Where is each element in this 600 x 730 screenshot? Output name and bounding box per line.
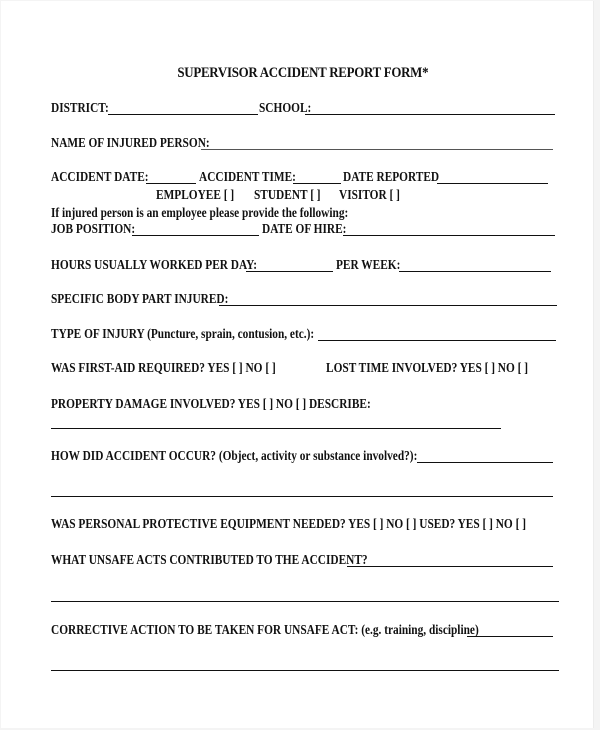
injury-type-label: TYPE OF INJURY (Puncture, sprain, contusion, etc.): <box>51 326 315 341</box>
accident-time-field[interactable] <box>293 183 341 184</box>
unsafe-acts-field[interactable] <box>347 566 553 567</box>
how-occur-row <box>51 448 571 466</box>
job-position-row <box>51 221 571 239</box>
hours-per-day-label: HOURS USUALLY WORKED PER DAY: <box>51 257 258 272</box>
job-position-label: JOB POSITION: <box>51 221 136 236</box>
unsafe-acts-label: WHAT UNSAFE ACTS CONTRIBUTED TO THE ACCIDENT? <box>51 552 368 567</box>
employee-checkbox[interactable]: EMPLOYEE [ ] <box>156 187 235 202</box>
how-occur-field-2[interactable] <box>51 496 553 497</box>
district-school-row <box>51 100 571 118</box>
form-title: SUPERVISOR ACCIDENT REPORT FORM* <box>177 65 429 81</box>
student-checkbox[interactable]: STUDENT [ ] <box>254 187 321 202</box>
how-occur-label: HOW DID ACCIDENT OCCUR? (Object, activity or substance involved?): <box>51 448 418 463</box>
district-field[interactable] <box>108 114 258 115</box>
per-week-label: PER WEEK: <box>336 257 401 272</box>
property-damage-row <box>51 396 571 414</box>
person-type-row <box>51 187 571 205</box>
corrective-action-row <box>51 622 571 640</box>
accident-time-label: ACCIDENT TIME: <box>199 169 296 184</box>
visitor-checkbox[interactable]: VISITOR [ ] <box>339 187 400 202</box>
district-label: DISTRICT: <box>51 100 109 115</box>
ppe-row <box>51 516 571 534</box>
hours-row <box>51 257 571 275</box>
job-position-field[interactable] <box>132 235 259 236</box>
first-aid-row <box>51 360 571 378</box>
injury-type-field[interactable] <box>318 340 556 341</box>
body-part-row <box>51 291 571 309</box>
corrective-action-label: CORRECTIVE ACTION TO BE TAKEN FOR UNSAFE ACT: (e.g. training, discipline) <box>51 622 479 637</box>
injured-person-name-label: NAME OF INJURED PERSON: <box>51 135 210 150</box>
name-row <box>51 135 571 153</box>
employee-note: If injured person is an employee please provide the following: <box>51 205 349 220</box>
form-page <box>1 1 594 728</box>
first-aid-question[interactable]: WAS FIRST-AID REQUIRED? YES [ ] NO [ ] <box>51 360 276 375</box>
body-part-label: SPECIFIC BODY PART INJURED: <box>51 291 229 306</box>
corrective-action-field[interactable] <box>467 636 553 637</box>
accident-date-label: ACCIDENT DATE: <box>51 169 149 184</box>
unsafe-acts-field-2[interactable] <box>51 601 559 602</box>
injury-type-row <box>51 326 571 344</box>
per-week-field[interactable] <box>399 271 551 272</box>
property-damage-question[interactable]: PROPERTY DAMAGE INVOLVED? YES [ ] NO [ ] DESCRIBE: <box>51 396 371 411</box>
accident-date-row <box>51 169 571 187</box>
school-label: SCHOOL: <box>259 100 312 115</box>
accident-date-field[interactable] <box>146 183 196 184</box>
date-of-hire-label: DATE OF HIRE: <box>262 221 347 236</box>
lost-time-question[interactable]: LOST TIME INVOLVED? YES [ ] NO [ ] <box>326 360 529 375</box>
property-damage-describe-field[interactable] <box>51 428 501 429</box>
ppe-question[interactable]: WAS PERSONAL PROTECTIVE EQUIPMENT NEEDED? YES [ ] NO [ ] USED? YES [ ] NO [ ] <box>51 516 526 531</box>
hours-per-day-field[interactable] <box>246 271 333 272</box>
body-part-field[interactable] <box>219 305 557 306</box>
unsafe-acts-row <box>51 552 571 570</box>
corrective-action-field-2[interactable] <box>51 670 559 671</box>
date-of-hire-field[interactable] <box>343 235 555 236</box>
injured-person-name-field[interactable] <box>201 149 553 150</box>
date-reported-label: DATE REPORTED <box>343 169 440 184</box>
how-occur-field[interactable] <box>417 462 553 463</box>
date-reported-field[interactable] <box>437 183 548 184</box>
school-field[interactable] <box>305 114 555 115</box>
